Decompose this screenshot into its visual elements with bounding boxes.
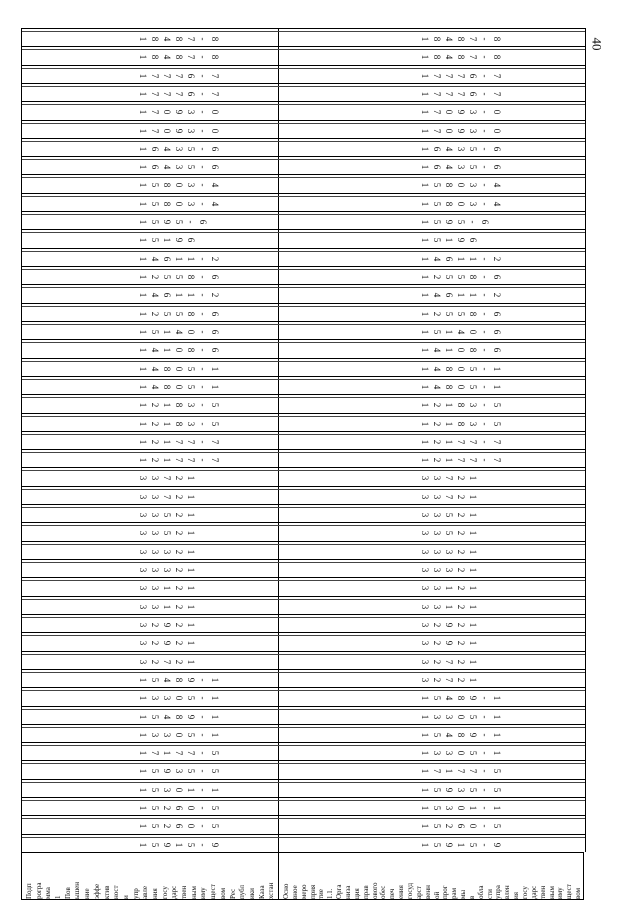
left-header-word: ния — [151, 888, 159, 899]
left-header-word: и — [121, 895, 130, 899]
right-header-word: твен — [538, 885, 547, 899]
table-row — [22, 486, 585, 504]
value-left: 1 4 1 0 8 - 6 — [138, 348, 220, 353]
table-row — [22, 706, 585, 724]
right-header-word: дарс — [529, 885, 538, 899]
value-right: 1 4 6 1 1 - 2 — [420, 293, 502, 298]
table-row — [22, 779, 585, 797]
value-right: 1 5 4 8 9 - 1 — [420, 695, 502, 701]
table-row — [22, 522, 585, 540]
right-header-word: сти — [485, 889, 494, 899]
value-right: 1 5 4 8 9 - 1 — [420, 732, 502, 738]
value-right: 1 2 5 5 8 - 6 — [420, 274, 502, 280]
table-row — [22, 669, 585, 687]
value-right: 1 5 9 3 5 - 5 — [420, 787, 502, 792]
left-header-word: госу — [160, 886, 169, 899]
table-row — [22, 284, 585, 302]
value-right: 1 7 0 9 3 - 0 — [420, 109, 502, 115]
value-left: 1 2 1 8 3 - 5 — [138, 402, 220, 408]
value-right: 1 5 1 9 6 — [420, 238, 478, 243]
right-header-word: прав — [361, 885, 370, 899]
table-footer-header — [21, 852, 584, 900]
left-header-word: публ — [238, 884, 247, 899]
left-header-word: ики — [247, 888, 256, 899]
value-left: 1 7 0 9 3 - 0 — [138, 128, 220, 133]
value-left: 1 6 4 3 5 - 6 — [138, 164, 220, 170]
value-left: 1 3 3 0 5 - 1 — [138, 695, 220, 701]
value-left: 3 2 9 2 1 — [138, 622, 196, 628]
right-header-word: Орга — [335, 884, 344, 899]
value-right: 1 4 1 0 8 - 6 — [420, 348, 502, 353]
right-header-word: в — [467, 895, 476, 899]
value-left: 1 6 4 3 5 - 6 — [138, 146, 220, 152]
table-row — [22, 101, 585, 119]
value-left: 3 3 7 2 1 — [138, 494, 196, 500]
right-header-word: ения — [397, 885, 406, 899]
left-header-word: эффе — [92, 883, 101, 899]
value-right: 1 2 1 7 7 - 7 — [420, 457, 502, 463]
right-header-word: ового — [370, 882, 379, 899]
value-left: 1 5 8 0 3 - 4 — [138, 183, 220, 188]
value-left: 1 4 8 0 5 - 1 — [138, 366, 220, 371]
value-left: 1 5 9 3 5 - 5 — [138, 769, 220, 774]
value-right: 1 5 8 0 3 - 4 — [420, 183, 502, 188]
right-header-word: обес — [379, 885, 388, 899]
left-header-word: Пов — [63, 887, 72, 899]
value-left: 1 7 7 7 6 - 7 — [138, 91, 220, 97]
table-row — [22, 248, 585, 266]
right-header-word: прог — [441, 885, 450, 899]
value-left: 1 8 4 8 7 - 8 — [138, 36, 220, 42]
table-row — [22, 431, 585, 449]
table-row — [22, 687, 585, 705]
left-header-word: ктив — [102, 885, 111, 899]
value-right: 3 3 7 2 1 — [420, 494, 478, 500]
value-left: 3 3 3 2 1 — [138, 549, 196, 554]
table-row — [22, 120, 585, 138]
left-header-word: Рес — [228, 888, 237, 899]
value-left: 1 2 1 7 7 - 7 — [138, 457, 220, 463]
table-row — [22, 358, 585, 376]
right-header-word: тие — [317, 889, 326, 899]
table-row — [22, 724, 585, 742]
value-left: 1 4 8 0 5 - 1 — [138, 384, 220, 390]
value-left: 1 4 6 1 1 - 2 — [138, 256, 220, 261]
table-row — [22, 815, 585, 833]
table-row — [22, 834, 585, 852]
value-right: 1 3 3 0 5 - 1 — [420, 714, 502, 719]
table-row — [22, 449, 585, 467]
right-header-word: меро — [299, 884, 308, 899]
value-left: 1 5 1 9 6 — [138, 238, 196, 243]
right-header-word: влен — [503, 885, 512, 899]
table-row — [22, 632, 585, 650]
value-right: 1 4 6 1 1 - 2 — [420, 256, 502, 261]
value-left: 1 5 8 0 3 - 4 — [138, 201, 220, 207]
right-header-word: ция — [352, 888, 361, 899]
page-number: 40 — [589, 37, 605, 51]
table-row — [22, 138, 585, 156]
table-row — [22, 651, 585, 669]
value-left: 1 2 5 5 8 - 6 — [138, 274, 220, 280]
right-header-word: вное — [290, 885, 299, 899]
right-header-word: вом — [574, 887, 583, 899]
value-left: 1 2 1 7 7 - 7 — [138, 439, 220, 445]
right-header-word: 1.1. — [326, 888, 335, 899]
value-left: 1 5 2 6 0 - 5 — [138, 824, 220, 829]
value-right: 1 3 3 0 5 - 1 — [420, 750, 502, 756]
value-right: 1 5 1 4 0 - 6 — [420, 329, 502, 335]
right-header-word: ным — [547, 886, 556, 899]
value-right: 1 6 4 3 5 - 6 — [420, 146, 502, 152]
value-right: 3 3 5 2 1 — [420, 531, 478, 536]
table-row — [22, 614, 585, 632]
right-header-word: арст — [414, 886, 423, 899]
value-right: 3 2 9 2 1 — [420, 622, 478, 628]
table-row — [22, 303, 585, 321]
right-header-word: рам — [450, 887, 459, 899]
value-right: 3 2 9 2 1 — [420, 641, 478, 646]
table-row — [22, 229, 585, 247]
value-right: 1 5 9 1 5 - 9 — [420, 842, 502, 847]
value-left: 1 7 7 7 6 - 7 — [138, 73, 220, 78]
value-right: 1 2 5 5 8 - 6 — [420, 311, 502, 316]
value-right: 3 2 7 2 1 — [420, 659, 478, 664]
table-row — [22, 797, 585, 815]
value-right: 3 2 7 2 1 — [420, 677, 478, 683]
table-row — [22, 577, 585, 595]
value-left: 3 3 3 2 1 — [138, 567, 196, 573]
right-header-word: обла — [476, 885, 485, 899]
left-header-word: вом — [218, 887, 227, 899]
footer-divider — [278, 853, 279, 899]
table-row — [22, 742, 585, 760]
left-header-word: иму — [199, 887, 208, 899]
value-left: 1 2 5 5 8 - 6 — [138, 311, 220, 316]
value-left: 1 5 3 0 1 - 1 — [138, 787, 220, 792]
value-right: 1 8 4 8 7 - 8 — [420, 36, 502, 42]
table-row — [22, 211, 585, 229]
right-header-word: упра — [494, 885, 503, 899]
table-row — [22, 266, 585, 284]
value-left: 3 2 7 2 1 — [138, 659, 196, 664]
table-row — [22, 596, 585, 614]
table-row — [22, 760, 585, 778]
value-left: 1 5 1 4 0 - 6 — [138, 329, 220, 335]
value-left: 1 5 9 1 5 - 9 — [138, 842, 220, 847]
right-header-word: венн — [423, 885, 432, 899]
right-header-word: низа — [343, 885, 352, 899]
table-row — [22, 541, 585, 559]
value-right: 3 3 7 2 1 — [420, 476, 478, 481]
value-left: 1 4 6 1 1 - 2 — [138, 293, 220, 298]
right-header-word: мы — [459, 889, 468, 899]
data-table — [21, 28, 586, 852]
value-right: 1 7 1 7 7 - 5 — [420, 769, 502, 774]
value-left: 1 2 1 8 3 - 5 — [138, 421, 220, 426]
value-right: 1 4 8 0 5 - 1 — [420, 366, 502, 371]
right-header-word: госу — [521, 886, 530, 899]
value-right: 1 5 9 5 - 6 — [420, 219, 490, 225]
value-right: 3 3 5 2 1 — [420, 512, 478, 518]
value-right: 1 7 7 7 6 - 7 — [420, 73, 502, 78]
table-row — [22, 467, 585, 485]
left-header-word: ным — [189, 886, 198, 899]
value-right: 1 5 8 0 3 - 4 — [420, 201, 502, 207]
value-left: 1 5 4 8 9 - 1 — [138, 714, 220, 719]
left-header-word: ност — [112, 885, 121, 899]
value-right: 1 2 1 7 7 - 7 — [420, 439, 502, 445]
value-left: 1 7 0 9 3 - 0 — [138, 109, 220, 115]
table-row — [22, 339, 585, 357]
value-left: 1 5 4 8 9 - 1 — [138, 677, 220, 683]
value-left: 1 5 9 5 - 6 — [138, 219, 208, 225]
value-left: 3 3 5 2 1 — [138, 531, 196, 536]
value-right: 3 3 1 2 1 — [420, 604, 478, 609]
table-row — [22, 559, 585, 577]
value-right: 1 6 4 3 5 - 6 — [420, 164, 502, 170]
left-header-word: ышен — [73, 882, 82, 899]
value-right: 1 5 3 0 1 - 1 — [420, 805, 502, 811]
value-left: 1 8 4 8 7 - 8 — [138, 55, 220, 60]
left-header-word: щест — [209, 884, 218, 899]
left-header-word: рогра — [34, 882, 43, 899]
value-left: 3 3 5 2 1 — [138, 512, 196, 518]
left-header-word: Каза — [257, 885, 266, 899]
right-header-word: госуд — [405, 882, 414, 899]
value-right: 1 7 0 9 3 - 0 — [420, 128, 502, 133]
value-right: 3 3 3 2 1 — [420, 567, 478, 573]
right-header-word: щест — [565, 884, 574, 899]
value-left: 1 5 2 6 0 - 5 — [138, 805, 220, 811]
right-header-word: прия — [308, 884, 317, 899]
table-row — [22, 28, 585, 46]
value-left: 3 3 1 2 1 — [138, 604, 196, 609]
left-header-word: ние — [83, 888, 92, 899]
left-header-word: дарс — [170, 885, 179, 899]
table-row — [22, 413, 585, 431]
value-left: 3 3 7 2 1 — [138, 476, 196, 481]
right-header-word: ой — [432, 891, 441, 899]
right-header-word: ия — [512, 892, 521, 899]
table-row — [22, 376, 585, 394]
value-right: 1 4 8 0 5 - 1 — [420, 384, 502, 390]
left-header-word: твен — [180, 885, 189, 899]
value-left: 1 3 3 0 5 - 1 — [138, 732, 220, 738]
value-right: 1 8 4 8 7 - 8 — [420, 55, 502, 60]
table-row — [22, 193, 585, 211]
table-row — [22, 65, 585, 83]
table-row — [22, 394, 585, 412]
table-row — [22, 46, 585, 64]
value-right: 1 7 7 7 6 - 7 — [420, 91, 502, 97]
table-row — [22, 174, 585, 192]
left-header-word: Подп — [25, 883, 33, 899]
left-header-word: хстан — [267, 882, 276, 899]
right-header-word: иму — [556, 887, 565, 899]
value-right: 3 3 3 2 1 — [420, 549, 478, 554]
table-row — [22, 504, 585, 522]
value-left: 3 2 9 2 1 — [138, 641, 196, 646]
left-header-word: мма — [44, 887, 53, 899]
left-header-word: авле — [141, 886, 150, 899]
left-header-word: 1 — [54, 895, 63, 899]
value-right: 1 2 1 8 3 - 5 — [420, 421, 502, 426]
table-row — [22, 83, 585, 101]
table-row — [22, 321, 585, 339]
right-header-word: печ — [388, 888, 397, 899]
value-left: 3 3 1 2 1 — [138, 586, 196, 591]
value-right: 1 2 1 8 3 - 5 — [420, 402, 502, 408]
value-left: 1 7 1 7 7 - 5 — [138, 750, 220, 756]
right-header-word: Осно — [282, 883, 290, 899]
table-row — [22, 156, 585, 174]
left-header-word: упр — [131, 888, 140, 899]
value-right: 1 5 2 6 0 - 5 — [420, 824, 502, 829]
value-right: 3 3 1 2 1 — [420, 586, 478, 591]
